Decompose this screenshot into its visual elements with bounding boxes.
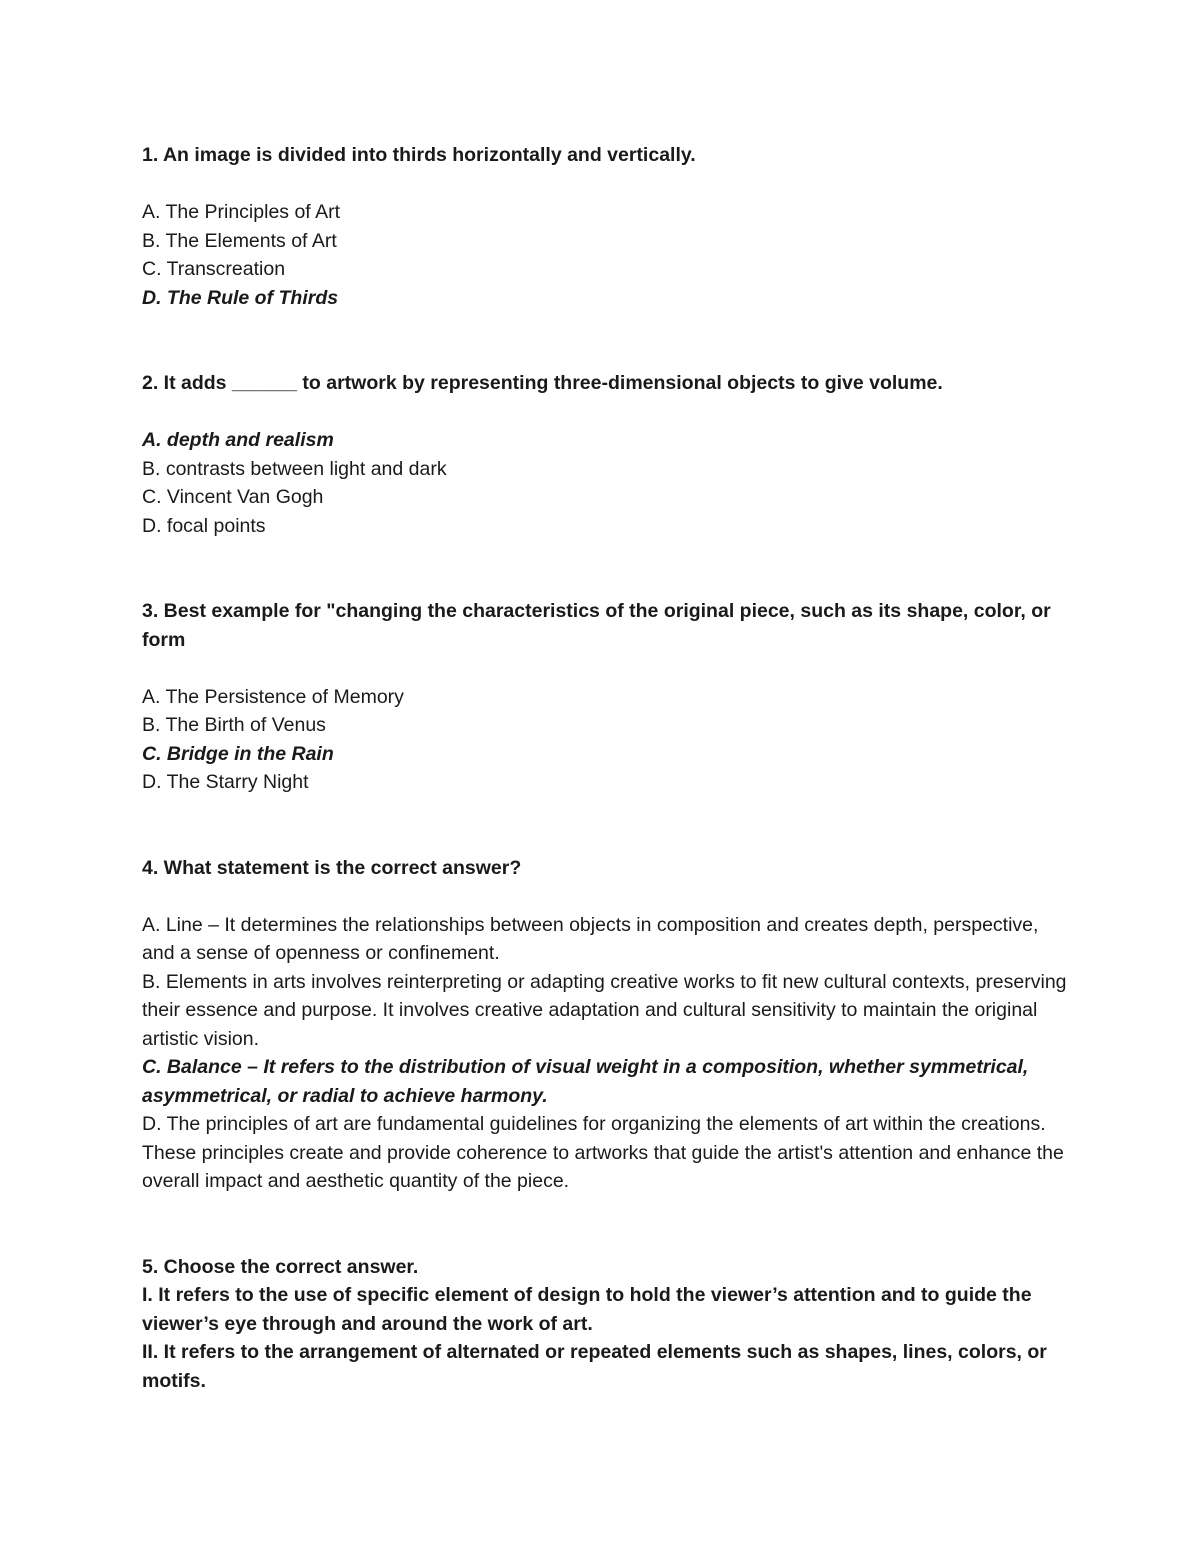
- question-5-text: 5. Choose the correct answer.: [142, 1255, 419, 1278]
- question-3-text: 3. Best example for "changing the characteristics of the original piece, such as its shape, color, or form: [142, 600, 1051, 651]
- question-1: [142, 141, 1072, 312]
- question-1-option-b: B. The Elements of Art: [142, 229, 337, 252]
- question-3-option-a: A. The Persistence of Memory: [142, 685, 404, 708]
- question-3: [142, 597, 1072, 797]
- question-4-option-a: A. Line – It determines the relationships between objects in composition and creates depth, perspective, and a sense of openness or confinement.: [142, 913, 1039, 964]
- question-2-option-b: B. contrasts between light and dark: [142, 457, 447, 480]
- question-4-text: 4. What statement is the correct answer?: [142, 856, 522, 879]
- quiz-page: [142, 141, 1072, 1395]
- question-5-statement-2: II. It refers to the arrangement of alternated or repeated elements such as shapes, lines, colors, or motifs.: [142, 1341, 1047, 1392]
- question-3-option-b: B. The Birth of Venus: [142, 714, 326, 736]
- question-4-option-d: D. The principles of art are fundamental guidelines for organizing the elements of art within the creations. These principles create and provide coherence to artworks that guide the artist's attention and enhance the overall impact and aesthetic quantity of the piece.: [142, 1113, 1064, 1192]
- question-3-option-d: D. The Starry Night: [142, 771, 309, 793]
- question-2-text: 2. It adds ______ to artwork by representing three-dimensional objects to give volume.: [142, 372, 943, 394]
- question-4-option-c: C. Balance – It refers to the distribution of visual weight in a composition, whether symmetrical, asymmetrical, or radial to achieve harmony.: [142, 1056, 1029, 1107]
- question-1-option-c: C. Transcreation: [142, 258, 286, 280]
- question-1-option-a: A. The Principles of Art: [142, 201, 340, 223]
- question-5: [142, 1253, 1072, 1396]
- question-3-option-c: C. Bridge in the Rain: [142, 742, 334, 765]
- question-2-option-a: A. depth and realism: [142, 429, 334, 451]
- question-2: [142, 369, 1072, 540]
- question-4: [142, 854, 1072, 1196]
- question-1-option-d: D. The Rule of Thirds: [142, 286, 339, 309]
- question-5-statement-1: I. It refers to the use of specific element of design to hold the viewer’s attention and to guide the viewer’s eye through and around the work of art.: [142, 1284, 1032, 1335]
- question-4-option-b: B. Elements in arts involves reinterpreting or adapting creative works to fit new cultural contexts, preserving their essence and purpose. It involves creative adaptation and cultural sensitivity to maintain the original artistic vision.: [142, 970, 1067, 1050]
- question-2-option-c: C. Vincent Van Gogh: [142, 486, 324, 508]
- question-2-option-d: D. focal points: [142, 514, 266, 537]
- question-1-text: 1. An image is divided into thirds horizontally and vertically.: [142, 144, 696, 166]
